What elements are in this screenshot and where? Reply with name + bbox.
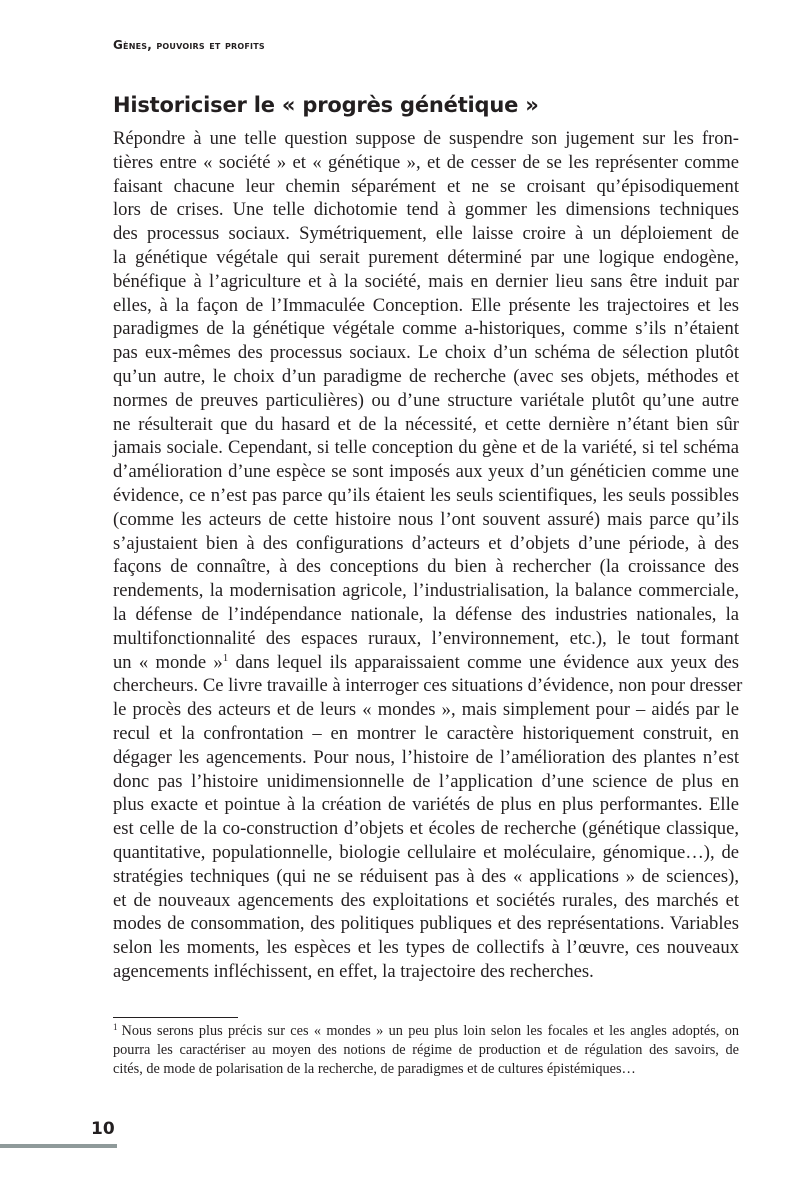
body-line: recul et la confrontation – en montrer le caractère historiquement construit, en [113,722,739,744]
body-line: s’ajustaient bien à des configurations d’acteurs et d’objets d’une période, à des [113,532,739,554]
body-line: plus exacte et pointue à la création de variétés de plus en plus performantes. Elle [113,794,739,816]
body-line: le procès des acteurs et de leurs « mondes », mais simplement pour – aidés par le [113,699,739,721]
body-line: la génétique végétale qui serait purement déterminé par une logique endogène, [113,246,739,268]
body-line: évidence, ce n’est pas parce qu’ils étaient les seuls scientifiques, les seuls possibles [113,484,739,506]
body-line: rendements, la modernisation agricole, l’industrialisation, la balance commerciale, [113,580,739,602]
body-line: multifonctionnalité des espaces ruraux, l’environnement, etc.), le tout formant [113,627,739,649]
footnote-line-text: Nous serons plus précis sur ces « mondes » un peu plus loin selon les focales et les angles adoptés, on [121,1023,739,1039]
footnote-mark: 1 [113,1022,118,1032]
page-number: 10 [91,1119,115,1139]
body-line: tières entre « société » et « génétique », et de cesser de se les représenter comme [113,151,739,173]
body-line: agencements infléchissent, en effet, la trajectoire des recherches. [113,960,594,982]
body-line: ne résulterait que du hasard et de la nécessité, et cette dernière n’étant bien sûr [113,413,739,435]
body-line: faisant chacune leur chemin séparément et ne se croisant qu’épisodiquement [113,175,739,197]
body-line: bénéfique à l’agriculture et à la société, mais en dernier lieu sans être induit par [113,270,739,292]
body-line: selon les moments, les espèces et les types de collectifs à l’œuvre, ces nouveaux [113,937,739,959]
body-line: façons de connaître, à des conceptions du bien à rechercher (la croissance des [113,556,739,578]
footnote [113,1022,739,1080]
body-line: la défense de l’indépendance nationale, la défense des industries nationales, la [113,603,739,625]
body-line: modes de consommation, des politiques publiques et des représentations. Variables [113,913,739,935]
body-line: (comme les acteurs de cette histoire nous l’ont souvent assuré) mais parce qu’ils [113,508,739,530]
body-line: jamais sociale. Cependant, si telle conception du gène et de la variété, si tel schéma [113,437,739,459]
body-line: Répondre à une telle question suppose de suspendre son jugement sur les fron- [113,128,739,149]
footnote-line: pourra les caractériser au moyen des notions de régime de production et de régulation des savoirs, de [113,1042,739,1059]
body-line: donc pas l’histoire unidimensionnelle de l’application d’une science de plus en [113,770,739,792]
body-line: d’amélioration d’une espèce se sont imposés aux yeux d’un généticien comme une [113,461,739,483]
page-number-rule [0,1144,117,1148]
section-title: Historiciser le « progrès génétique » [113,93,539,117]
body-line-text: un « monde » [113,651,223,673]
footnote-line: cités, de mode de polarisation de la recherche, de paradigmes et de cultures épistémiques… [113,1061,636,1078]
body-line: chercheurs. Ce livre travaille à interroger ces situations d’évidence, non pour dresser [113,675,743,697]
body-line: et de nouveaux agencements des exploitations et sociétés rurales, des marchés et [113,889,739,911]
footnote-line [113,1022,739,1041]
body-paragraph [113,127,743,984]
body-line: lors de crises. Une telle dichotomie tend à gommer les dimensions techniques [113,199,739,221]
body-line: quantitative, populationnelle, biologie cellulaire et moléculaire, génomique…), de [113,841,739,863]
body-line-with-footnote-ref [113,651,739,675]
footnote-reference[interactable]: 1 [222,651,229,664]
body-line: paradigmes de la génétique végétale comme a-historiques, comme s’ils n’étaient [113,318,739,340]
footnote-separator [113,1017,238,1018]
body-line-text: dans lequel ils apparaissaient comme une évidence aux yeux des [228,651,739,673]
body-line: pas eux-mêmes des processus sociaux. Le choix d’un schéma de sélection plutôt [113,342,739,364]
body-line: normes de preuves particulières) ou d’une structure variétale plutôt qu’une autre [113,389,739,411]
body-line: qu’un autre, le choix d’un paradigme de recherche (avec ses objets, méthodes et [113,365,739,387]
running-head: Gènes, pouvoirs et profits [113,38,265,52]
body-line: est celle de la co-construction d’objets et écoles de recherche (génétique classique, [113,818,739,840]
body-line: elles, à la façon de l’Immaculée Conception. Elle présente les trajectoires et les [113,294,739,316]
body-line: dégager les agencements. Pour nous, l’histoire de l’amélioration des plantes n’est [113,746,739,768]
body-line: des processus sociaux. Symétriquement, elle laisse croire à un déploiement de [113,223,739,245]
body-line: stratégies techniques (qui ne se réduisent pas à des « applications » de sciences), [113,865,739,887]
